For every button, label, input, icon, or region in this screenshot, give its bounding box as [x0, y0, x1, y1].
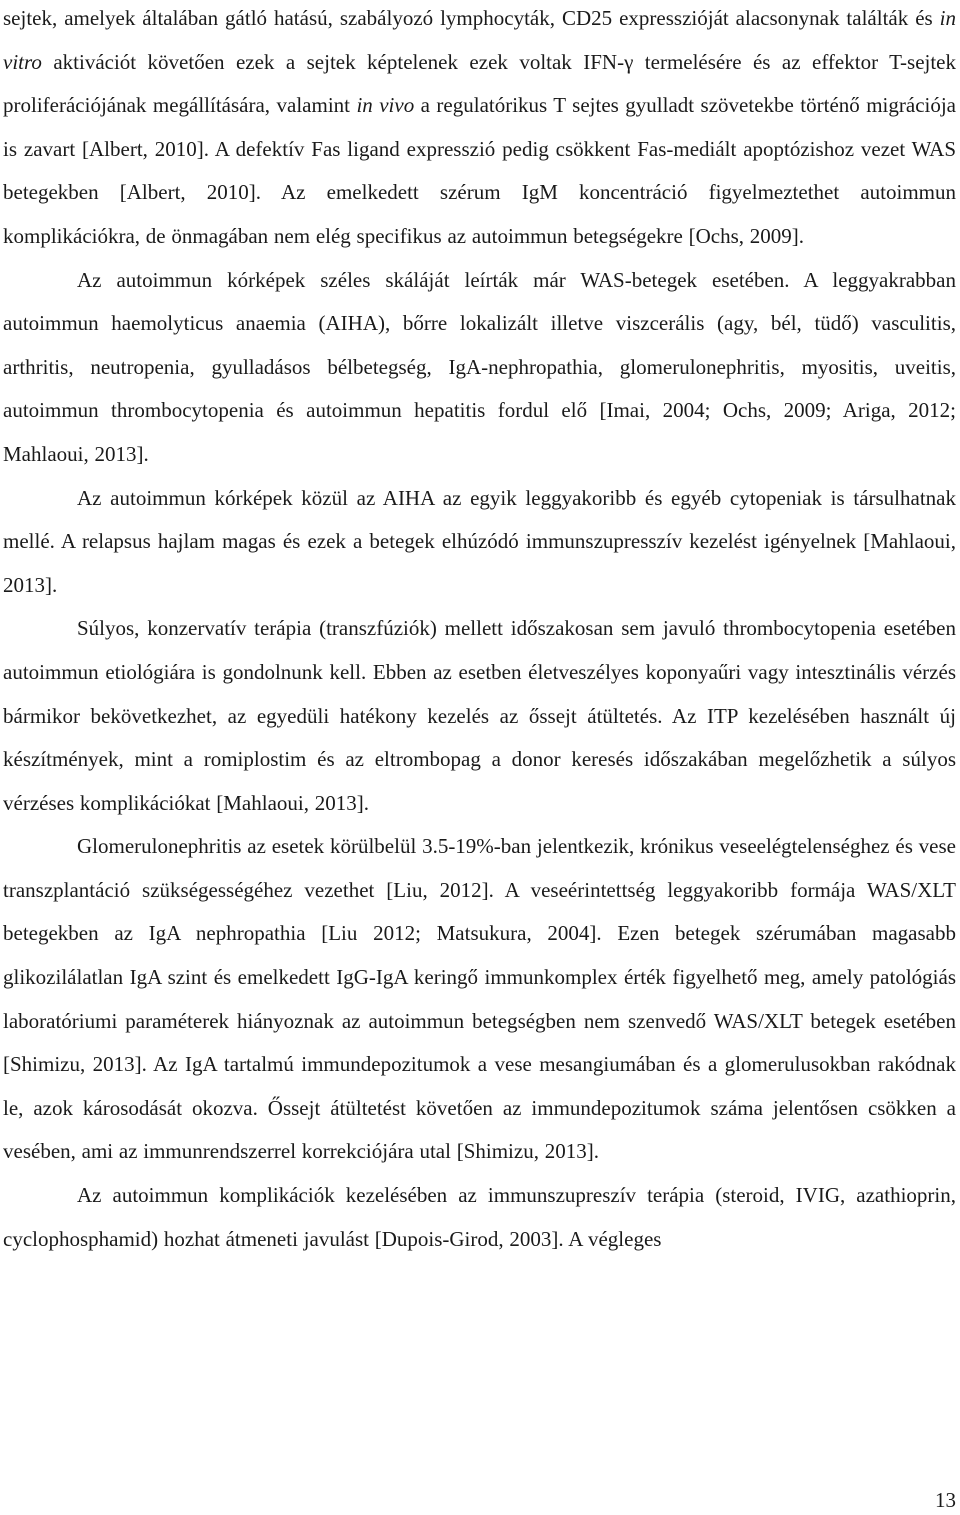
paragraph-5: Glomerulonephritis az esetek körülbelül 3.5-19%-ban jelentkezik, krónikus veseelégtelenséghez és vese transzplantáció szükségességéhez vezethet [Liu, 2012]. A veseérintettség leggyakoribb formája WAS/XLT betegekben az IgA nephropathia [Liu 2012; Matsukura, 2004]. Ezen betegek szérumában magasabb glikozilálatlan IgA szint és emelkedett IgG-IgA keringő immunkomplex érték figyelhető meg, amely patológiás laboratóriumi paraméterek hiányoznak az autoimmun betegségben nem szenvedő WAS/XLT betegek esetében [Shimizu, 2013]. Az IgA tartalmú immundepozitumok a vese mesangiumában és a glomerulusokban rakódnak le, azok károsodását okozva. Őssejt átültetést követően az immundepozitumok száma jelentősen csökken a vesében, ami az immunrendszerrel korrekciójára utal [Shimizu, 2013]. — [3, 834, 956, 1164]
paragraph-1-text-a: sejtek, amelyek általában gátló hatású, szabályozó lymphocyták, CD25 expresszióját alacsonynak találták és — [3, 6, 940, 30]
paragraph-1-italic-in-vitro: in vitro — [3, 6, 956, 74]
document-page — [3, 0, 956, 1261]
page-number: 13 — [935, 1488, 956, 1512]
paragraph-4: Súlyos, konzervatív terápia (transzfúziók) mellett időszakosan sem javuló thrombocytopenia esetében autoimmun etiológiára is gondolnunk kell. Ebben az esetben életveszélyes koponyaűri vagy intesztinális vérzés bármikor bekövetkezhet, az egyedüli hatékony kezelés az őssejt átültetés. Az ITP kezelésében használt új készítmények, mint a romiplostim és az eltrombopag a donor keresés időszakában megelőzhetik a súlyos vérzéses komplikációkat [Mahlaoui, 2013]. — [3, 616, 956, 815]
paragraph-1 — [3, 0, 956, 259]
paragraph-1-text-b: aktivációt követően ezek a sejtek képtelenek ezek voltak IFN-γ termelésére és az effektor T-sejtek proliferációjának megállítására, valamint — [3, 49, 956, 118]
paragraph-6: Az autoimmun komplikációk kezelésében az immunszupreszív terápia (steroid, IVIG, azathioprin, cyclophosphamid) hozhat átmeneti javulást [Dupois-Girod, 2003]. A végleges — [3, 1183, 956, 1251]
paragraph-1-italic-in-vivo: in vivo — [356, 93, 415, 118]
paragraph-2: Az autoimmun kórképek széles skáláját leírták már WAS-betegek esetében. A leggyakrabban autoimmun haemolyticus anaemia (AIHA), bőrre lokalizált illetve viszcerális (agy, bél, tüdő) vasculitis, arthritis, neutropenia, gyulladásos bélbetegség, IgA-nephropathia, glomerulonephritis, myositis, uveitis, autoimmun thrombocytopenia és autoimmun hepatitis fordul elő [Imai, 2004; Ochs, 2009; Ariga, 2012; Mahlaoui, 2013]. — [3, 267, 956, 466]
paragraph-1-text-c: a regulatórikus T sejtes gyulladt szövetekbe történő migrációja is zavart [Albert, 2010]. A defektív Fas ligand expresszió pedig csökkent Fas-mediált apoptózishoz vezet WAS betegekben [Albert, 2010]. Az emelkedett szérum IgM koncentráció figyelmeztethet autoimmun komplikációkra, de önmagában nem elég specifikus az autoimmun betegségekre [Ochs, 2009]. — [3, 93, 957, 248]
paragraph-3: Az autoimmun kórképek közül az AIHA az egyik leggyakoribb és egyéb cytopeniak is társulhatnak mellé. A relapsus hajlam magas és ezek a betegek elhúzódó immunszupresszív kezelést igényelnek [Mahlaoui, 2013]. — [3, 485, 956, 597]
